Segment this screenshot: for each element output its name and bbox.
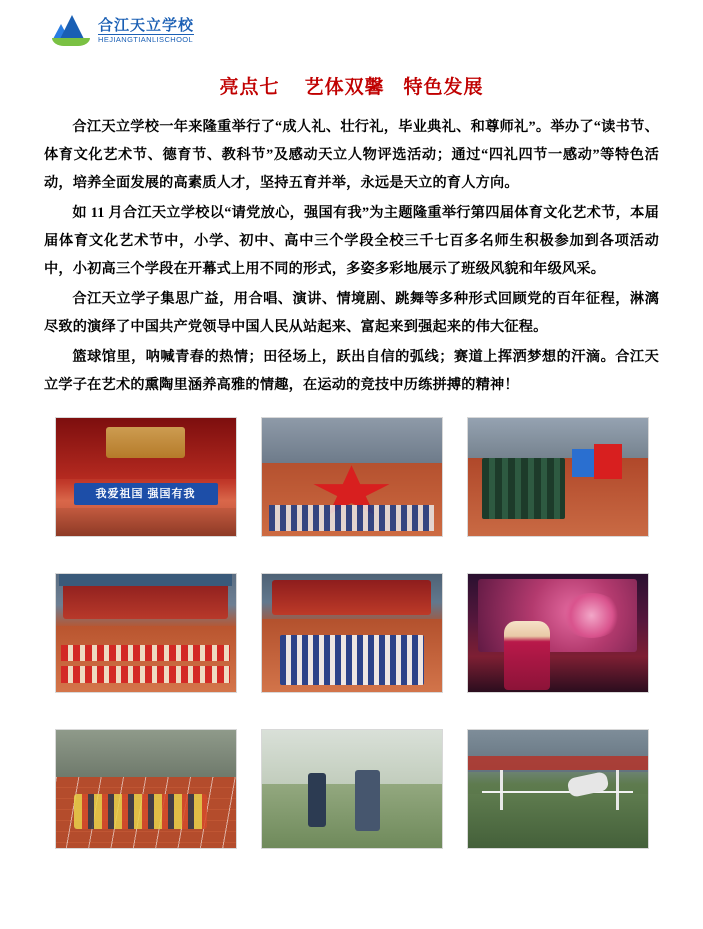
photo-solo-stage-performance [467,573,649,693]
body-copy [44,113,659,399]
photo-banner-caption: 我爱祖国 强国有我 [95,488,196,501]
photo-red-star-performance [261,417,443,537]
paragraph-3: 合江天立学子集思广益，用合唱、演讲、情境剧、跳舞等多种形式回顾党的百年征程，淋漓尽致的演绎了中国共产党领导中国人民从站起来、富起来到强起来的伟大征程。 [44,291,659,335]
photo-blue-uniform-formation [261,573,443,693]
logo-text-block [98,18,194,45]
photo-gallery [44,417,659,849]
paragraph-1: 合江天立学校一年来隆重举行了“成人礼、壮行礼，毕业典礼、和尊师礼”。举办了“读书节、体育文化艺术节、德育节、教科节”及感动天立人物评选活动；通过“四礼四节一感动”等特色活动，培养全面发展的高素质人才，坚持五育并举，永远是天立的育人方向。 [44,119,659,191]
school-name-cn: 合江天立学校 [98,16,195,34]
school-logo-header [44,0,659,54]
photo-red-uniform-plaza [55,573,237,693]
mountain-logo-icon [52,14,92,48]
photo-track-sprint-start [55,729,237,849]
photo-ceremony-banner [55,417,237,537]
photo-shot-put-misty-field [261,729,443,849]
paragraph-2: 如 11 月合江天立学校以“请党放心，强国有我”为主题隆重举行第四届体育文化艺术节，本届届体育文化艺术节中，小学、初中、高中三个学段全校三千七百多名师生积极参加到各项活动中，小初高三个学段在开幕式上用不同的形式，多姿多彩地展示了班级风貌和年级风采。 [44,205,659,277]
photo-high-jump [467,729,649,849]
school-name-en: HEJIANGTIANLISCHOOL [98,35,194,45]
page-title: 亮点七 艺体双馨 特色发展 [219,77,484,98]
paragraph-4: 篮球馆里，呐喊青春的热情；田径场上，跃出自信的弧线；赛道上挥洒梦想的汗滴。合江天立学子在艺术的熏陶里涵养高雅的情趣，在运动的竞技中历练拼搏的精神！ [44,349,659,393]
photo-flag-guard-march [467,417,649,537]
